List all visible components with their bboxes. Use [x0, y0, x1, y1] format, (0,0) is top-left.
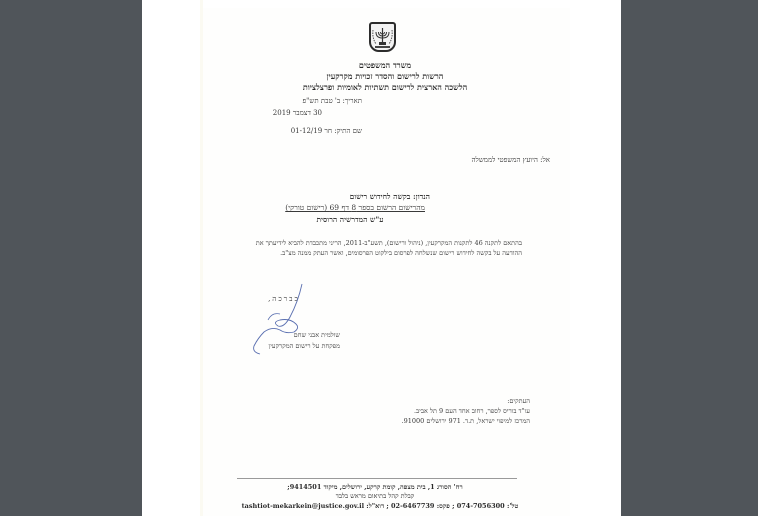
date-hebrew: תאריך: ב' טבת תש"פ [302, 97, 362, 105]
footer-contact: טל': 074-7056300 ; פקס: 02-6467739 ; דוא"ל: tashtiot-mekarkein@justice.gov.il [241, 502, 519, 510]
footer-reception: קבלת קהל בתיאום מראש בלבד [335, 492, 415, 500]
signer-name: שולמית אבני שחם [293, 331, 340, 339]
file-number: שם התיק: חר 01-12/19 [290, 127, 362, 135]
ministry-name: משרד המשפטים [358, 60, 412, 70]
recipient-line: אל: היועץ המשפטי לממשלה [471, 156, 550, 164]
copy-recipient: עו"ד בוריס לספר, רחוב אחד העם 9 תל אביב. [413, 407, 530, 415]
authority-name: הרשות לרישום והסדר זכויות מקרקעין [326, 71, 444, 81]
body-paragraph-line-2: ההודעה על בקשה לחידוש רישום שנשלחה לפרסום בילקוט הפרסומים, ואשר העתק ממנה מצ"ב. [280, 249, 522, 257]
subject-line-3: ע"ש המדרשיה הרוסית [316, 215, 384, 224]
date-gregorian: 30 דצמבר 2019 [272, 109, 322, 117]
footer-address: רח' הסורג 1, בית מצפה, קומת קרקע, ירושלים, מיקוד 9414501; [287, 483, 463, 491]
closing-regards: בברכה, [268, 295, 300, 303]
signer-title: מפקחת על רישום המקרקעין [268, 342, 340, 350]
copy-recipient: המרכז למיפוי ישראל, ת.ד. 971 ירושלים 91000. [401, 417, 530, 425]
footer-divider [237, 478, 517, 479]
state-emblem-icon [369, 22, 396, 52]
body-paragraph-line-1: בהתאם לתקנה 46 לתקנות המקרקעין, (ניהול ורישום), תשע"ב-2011, הריני מתכבדת להביא לידיעתך את [255, 239, 522, 247]
subject-line-1: הנדון: בקשה לחידוש רישום [349, 192, 430, 201]
subject-line-2: מהרישום הרשום בספר 8 דף 69 (רישום טורקי) [285, 203, 425, 212]
bureau-name: הלשכה הארצית לרישום תשתיות לאומיות ופרצלציות [302, 82, 468, 92]
copies-label: העתקים: [507, 397, 530, 405]
